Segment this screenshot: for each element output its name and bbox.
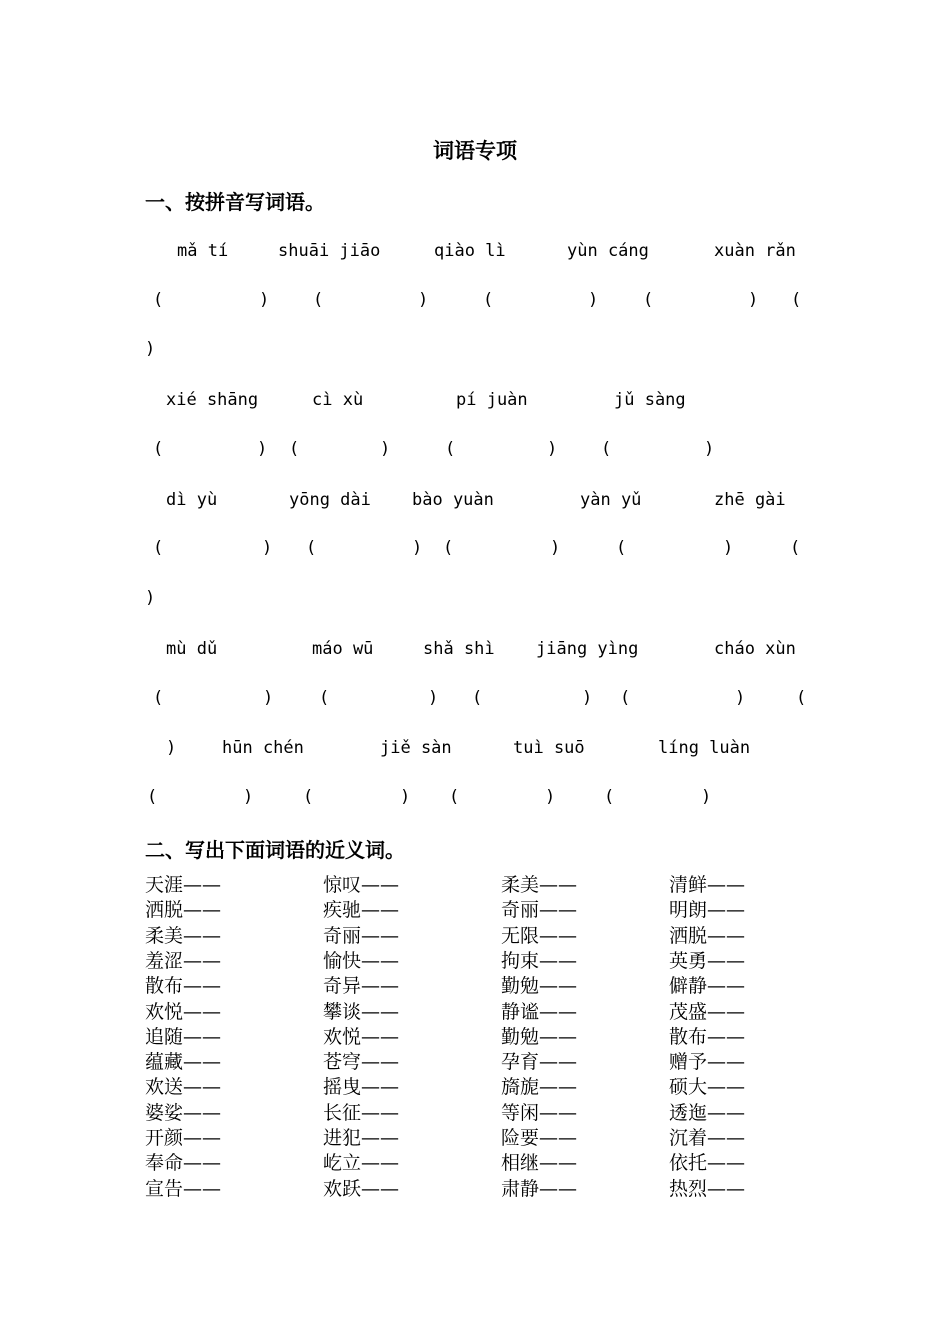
- synonym-item: [145, 1126, 221, 1150]
- answer-blank-dash: ——: [361, 975, 400, 998]
- answer-paren-close: ): [257, 439, 268, 459]
- answer-paren-open: (: [790, 538, 801, 558]
- synonym-word: 僻静: [669, 975, 708, 998]
- answer-blank-dash: ——: [183, 1000, 222, 1023]
- answer-paren-close: ): [166, 738, 177, 758]
- answer-blank-dash: ——: [183, 874, 222, 896]
- synonym-word: 进犯: [323, 1127, 362, 1149]
- answer-blank-dash: ——: [183, 1177, 222, 1200]
- answer-paren-open: (: [153, 538, 164, 558]
- answer-paren-open: (: [153, 439, 164, 459]
- synonym-item: [145, 1075, 221, 1099]
- synonym-item: [669, 924, 745, 948]
- answer-paren-close: ): [545, 787, 556, 807]
- synonym-word: 奇异: [323, 975, 362, 998]
- answer-paren-open: (: [483, 290, 494, 310]
- answer-paren-close: ): [380, 439, 391, 459]
- answer-blank-dash: ——: [539, 1076, 578, 1099]
- pinyin-item: cì xù: [312, 390, 364, 410]
- synonym-word: 等闲: [501, 1101, 540, 1124]
- synonym-item: [669, 1126, 745, 1150]
- synonym-item: [669, 1075, 745, 1099]
- synonym-word: 欢悦: [323, 1025, 362, 1048]
- answer-blank-dash: ——: [707, 949, 746, 972]
- answer-paren-open: (: [153, 290, 164, 310]
- answer-paren-open: (: [319, 688, 330, 708]
- pinyin-item: xié shāng: [166, 390, 259, 410]
- synonym-item: [501, 924, 577, 948]
- answer-paren-open: (: [620, 688, 631, 708]
- answer-paren-close: ): [263, 688, 274, 708]
- answer-blank-dash: ——: [361, 899, 400, 922]
- answer-blank-dash: ——: [707, 1152, 746, 1175]
- answer-paren-close: ): [418, 290, 429, 310]
- answer-paren-close: ): [704, 439, 715, 459]
- answer-paren-close: ): [243, 787, 254, 807]
- answer-paren-close: ): [262, 538, 273, 558]
- answer-paren-open: (: [303, 787, 314, 807]
- answer-paren-close: ): [735, 688, 746, 708]
- synonym-item: [669, 873, 745, 897]
- synonym-word: 散布: [145, 975, 184, 998]
- synonym-item: [501, 1126, 577, 1150]
- answer-blank-dash: ——: [539, 1051, 578, 1074]
- synonym-item: [669, 1050, 745, 1074]
- synonym-item: [145, 1050, 221, 1074]
- answer-blank-dash: ——: [183, 1127, 222, 1149]
- answer-paren-open: (: [153, 688, 164, 708]
- answer-blank-dash: ——: [183, 975, 222, 998]
- synonym-word: 长征: [323, 1101, 362, 1124]
- synonym-word: 茂盛: [669, 1000, 708, 1023]
- answer-blank-dash: ——: [183, 899, 222, 922]
- synonym-item: [669, 1000, 745, 1024]
- answer-blank-dash: ——: [539, 1101, 578, 1124]
- synonym-item: [501, 1000, 577, 1024]
- synonym-item: [669, 1025, 745, 1049]
- synonym-item: [323, 1050, 399, 1074]
- synonym-item: [501, 873, 577, 897]
- answer-blank-dash: ——: [707, 1000, 746, 1023]
- answer-paren-open: (: [445, 439, 456, 459]
- pinyin-item: mǎ tí: [177, 241, 229, 261]
- pinyin-item: xuàn rǎn: [714, 241, 796, 261]
- pinyin-item: dì yù: [166, 490, 218, 510]
- pinyin-item: shǎ shì: [423, 639, 495, 659]
- pinyin-item: yùn cáng: [567, 241, 649, 261]
- synonym-word: 惊叹: [323, 874, 362, 896]
- pinyin-item: tuì suō: [513, 738, 585, 758]
- answer-paren-close: ): [412, 538, 423, 558]
- synonym-item: [323, 898, 399, 922]
- answer-blank-dash: ——: [361, 1101, 400, 1124]
- synonym-item: [145, 974, 221, 998]
- pinyin-item: zhē gài: [714, 490, 786, 510]
- answer-paren-close: ): [550, 538, 561, 558]
- synonym-word: 奇丽: [501, 899, 540, 922]
- answer-paren-close: ): [259, 290, 270, 310]
- synonym-item: [501, 1101, 577, 1125]
- answer-blank-dash: ——: [361, 1025, 400, 1048]
- synonym-word: 英勇: [669, 949, 708, 972]
- answer-paren-close: ): [547, 439, 558, 459]
- synonym-word: 苍穹: [323, 1051, 362, 1074]
- pinyin-item: jiě sàn: [380, 738, 452, 758]
- synonym-word: 屹立: [323, 1152, 362, 1175]
- answer-blank-dash: ——: [707, 975, 746, 998]
- synonym-word: 宣告: [145, 1177, 184, 1200]
- answer-blank-dash: ——: [183, 1025, 222, 1048]
- answer-blank-dash: ——: [707, 874, 746, 896]
- synonym-item: [501, 1151, 577, 1175]
- synonym-word: 奉命: [145, 1152, 184, 1175]
- synonym-item: [145, 924, 221, 948]
- answer-blank-dash: ——: [361, 874, 400, 896]
- pinyin-item: jǔ sàng: [614, 390, 686, 410]
- answer-blank-dash: ——: [539, 975, 578, 998]
- synonym-item: [323, 1151, 399, 1175]
- synonym-word: 赠予: [669, 1051, 708, 1074]
- pinyin-item: hūn chén: [222, 738, 304, 758]
- answer-blank-dash: ——: [707, 1127, 746, 1149]
- answer-paren-close: ): [588, 290, 599, 310]
- answer-paren-open: (: [616, 538, 627, 558]
- synonym-item: [145, 949, 221, 973]
- synonym-word: 孕育: [501, 1051, 540, 1074]
- synonym-item: [323, 1177, 399, 1201]
- answer-blank-dash: ——: [183, 1076, 222, 1099]
- synonym-word: 硕大: [669, 1076, 708, 1099]
- answer-blank-dash: ——: [361, 1076, 400, 1099]
- synonym-word: 天涯: [145, 874, 184, 896]
- synonym-item: [145, 898, 221, 922]
- synonym-word: 欢跃: [323, 1177, 362, 1200]
- answer-paren-close: ): [145, 339, 156, 359]
- synonym-item: [669, 1151, 745, 1175]
- section-2-heading: 二、写出下面词语的近义词。: [145, 838, 405, 862]
- synonym-item: [323, 1025, 399, 1049]
- pinyin-item: cháo xùn: [714, 639, 796, 659]
- synonym-word: 依托: [669, 1152, 708, 1175]
- section-1-heading: 一、按拼音写词语。: [145, 190, 325, 214]
- synonym-word: 透迤: [669, 1101, 708, 1124]
- synonym-word: 沉着: [669, 1127, 708, 1149]
- answer-paren-open: (: [449, 787, 460, 807]
- synonym-item: [145, 1025, 221, 1049]
- answer-paren-open: (: [643, 290, 654, 310]
- pinyin-item: líng luàn: [658, 738, 751, 758]
- pinyin-item: qiào lì: [434, 241, 506, 261]
- synonym-item: [501, 1177, 577, 1201]
- synonym-word: 拘束: [501, 949, 540, 972]
- answer-paren-open: (: [313, 290, 324, 310]
- synonym-item: [501, 1075, 577, 1099]
- answer-blank-dash: ——: [707, 1076, 746, 1099]
- synonym-item: [323, 1000, 399, 1024]
- synonym-word: 洒脱: [669, 924, 708, 947]
- answer-blank-dash: ——: [539, 899, 578, 922]
- answer-paren-open: (: [472, 688, 483, 708]
- synonym-item: [323, 974, 399, 998]
- synonym-word: 疾驰: [323, 899, 362, 922]
- pinyin-item: pí juàn: [456, 390, 528, 410]
- answer-paren-open: (: [289, 439, 300, 459]
- synonym-item: [145, 1101, 221, 1125]
- synonym-item: [323, 924, 399, 948]
- synonym-item: [323, 1075, 399, 1099]
- synonym-word: 蕴藏: [145, 1051, 184, 1074]
- answer-paren-close: ): [145, 588, 156, 608]
- pinyin-item: bào yuàn: [412, 490, 494, 510]
- synonym-word: 热烈: [669, 1177, 708, 1200]
- answer-blank-dash: ——: [539, 874, 578, 896]
- synonym-word: 摇曳: [323, 1076, 362, 1099]
- answer-blank-dash: ——: [707, 1101, 746, 1124]
- answer-blank-dash: ——: [361, 1051, 400, 1074]
- synonym-word: 散布: [669, 1025, 708, 1048]
- answer-paren-close: ): [723, 538, 734, 558]
- pinyin-item: shuāi jiāo: [278, 241, 381, 261]
- synonym-item: [323, 949, 399, 973]
- answer-blank-dash: ——: [361, 1177, 400, 1200]
- synonym-word: 欢悦: [145, 1000, 184, 1023]
- answer-paren-open: (: [147, 787, 158, 807]
- synonym-item: [145, 1000, 221, 1024]
- synonym-word: 奇丽: [323, 924, 362, 947]
- answer-paren-close: ): [582, 688, 593, 708]
- pinyin-item: mù dǔ: [166, 639, 218, 659]
- synonym-item: [669, 1177, 745, 1201]
- synonym-item: [501, 1050, 577, 1074]
- answer-blank-dash: ——: [707, 1051, 746, 1074]
- synonym-item: [501, 974, 577, 998]
- synonym-item: [323, 1101, 399, 1125]
- answer-blank-dash: ——: [183, 1152, 222, 1175]
- answer-paren-open: (: [443, 538, 454, 558]
- synonym-word: 柔美: [501, 874, 540, 896]
- pinyin-item: yàn yǔ: [580, 490, 642, 510]
- answer-blank-dash: ——: [707, 899, 746, 922]
- synonym-word: 静谧: [501, 1000, 540, 1023]
- answer-blank-dash: ——: [183, 1051, 222, 1074]
- synonym-item: [669, 1101, 745, 1125]
- answer-blank-dash: ——: [539, 924, 578, 947]
- synonym-word: 愉快: [323, 949, 362, 972]
- synonym-word: 婆娑: [145, 1101, 184, 1124]
- synonym-item: [501, 949, 577, 973]
- answer-blank-dash: ——: [539, 1025, 578, 1048]
- pinyin-item: yōng dài: [289, 490, 371, 510]
- synonym-item: [323, 873, 399, 897]
- answer-paren-open: (: [796, 688, 807, 708]
- synonym-word: 险要: [501, 1127, 540, 1149]
- pinyin-item: jiāng yìng: [536, 639, 639, 659]
- synonym-word: 追随: [145, 1025, 184, 1048]
- answer-blank-dash: ——: [539, 1000, 578, 1023]
- synonym-item: [501, 1025, 577, 1049]
- synonym-word: 勤勉: [501, 1025, 540, 1048]
- synonym-word: 旖旎: [501, 1076, 540, 1099]
- synonym-item: [323, 1126, 399, 1150]
- answer-blank-dash: ——: [361, 1127, 400, 1149]
- answer-blank-dash: ——: [183, 949, 222, 972]
- answer-blank-dash: ——: [361, 949, 400, 972]
- answer-blank-dash: ——: [361, 924, 400, 947]
- synonym-item: [145, 1177, 221, 1201]
- synonym-word: 开颜: [145, 1127, 184, 1149]
- answer-blank-dash: ——: [707, 1025, 746, 1048]
- answer-paren-close: ): [400, 787, 411, 807]
- synonym-word: 欢送: [145, 1076, 184, 1099]
- synonym-item: [145, 873, 221, 897]
- answer-paren-open: (: [604, 787, 615, 807]
- answer-blank-dash: ——: [361, 1152, 400, 1175]
- answer-blank-dash: ——: [361, 1000, 400, 1023]
- pinyin-item: máo wū: [312, 639, 374, 659]
- answer-blank-dash: ——: [183, 924, 222, 947]
- synonym-word: 柔美: [145, 924, 184, 947]
- answer-blank-dash: ——: [183, 1101, 222, 1124]
- answer-blank-dash: ——: [539, 1152, 578, 1175]
- answer-paren-open: (: [306, 538, 317, 558]
- synonym-item: [669, 974, 745, 998]
- answer-paren-close: ): [701, 787, 712, 807]
- synonym-word: 勤勉: [501, 975, 540, 998]
- synonym-item: [501, 898, 577, 922]
- answer-blank-dash: ——: [539, 949, 578, 972]
- synonym-item: [669, 898, 745, 922]
- answer-paren-open: (: [601, 439, 612, 459]
- page-title: 词语专项: [433, 139, 517, 163]
- synonym-word: 肃静: [501, 1177, 540, 1200]
- synonym-item: [669, 949, 745, 973]
- answer-blank-dash: ——: [539, 1177, 578, 1200]
- answer-paren-close: ): [428, 688, 439, 708]
- answer-blank-dash: ——: [707, 924, 746, 947]
- answer-blank-dash: ——: [707, 1177, 746, 1200]
- synonym-word: 清鲜: [669, 874, 708, 896]
- answer-paren-close: ): [748, 290, 759, 310]
- answer-paren-open: (: [791, 290, 802, 310]
- synonym-word: 无限: [501, 924, 540, 947]
- answer-blank-dash: ——: [539, 1127, 578, 1149]
- synonym-word: 洒脱: [145, 899, 184, 922]
- synonym-word: 相继: [501, 1152, 540, 1175]
- synonym-word: 羞涩: [145, 949, 184, 972]
- synonym-word: 攀谈: [323, 1000, 362, 1023]
- synonym-word: 明朗: [669, 899, 708, 922]
- synonym-item: [145, 1151, 221, 1175]
